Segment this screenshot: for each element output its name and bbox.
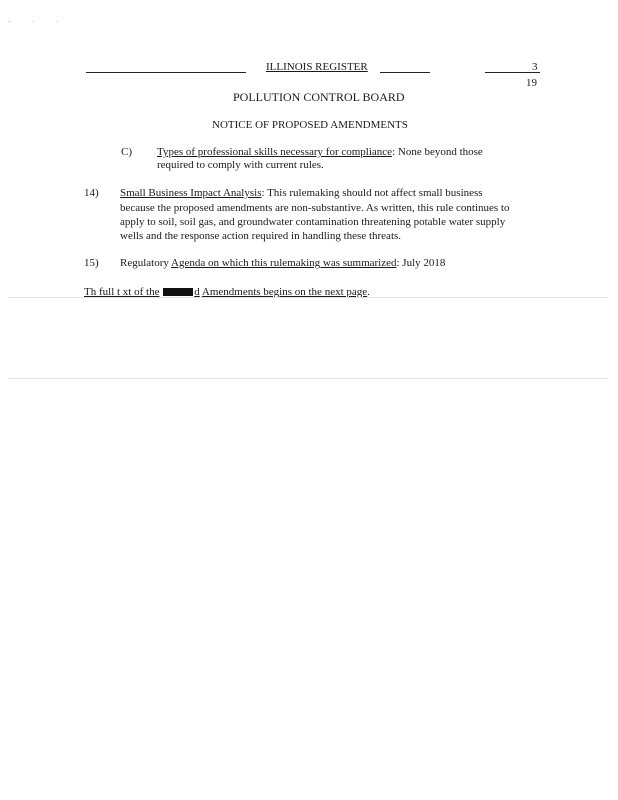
scan-specks: · · · (8, 18, 69, 26)
item-15-text: Regulatory (120, 257, 169, 269)
item-15-heading: Agenda on which this rulemaking was summarized (171, 257, 397, 269)
item-15-label: 15) (84, 257, 99, 269)
footer-part2: d (194, 286, 200, 298)
item-c-heading: Types of professional skills necessary for compliance (157, 146, 393, 158)
redaction-mark (163, 288, 193, 296)
register-title: ILLINOIS REGISTER (266, 61, 368, 73)
item-14-text1: : This rulemaking should not affect small business (261, 187, 483, 199)
item-14-label: 14) (84, 187, 99, 199)
item-c-line1 (157, 146, 483, 159)
footer-part1: Th full t xt of the (84, 286, 160, 298)
item-c-text1: : None beyond those (392, 146, 483, 158)
header-rule-left (86, 72, 246, 73)
item-14-line4: wells and the response action required in handling these threats. (120, 230, 402, 242)
footer-part4: . (367, 286, 370, 298)
item-c-line2: required to comply with current rules. (157, 159, 324, 171)
item-14-line2: because the proposed amendments are non-substantive. As written, this rule continues to (120, 202, 510, 214)
item-14-heading: Small Business Impact Analysis (120, 187, 262, 199)
item-15-value: : July 2018 (396, 257, 446, 269)
issue-number: 19 (526, 77, 537, 89)
item-c-label: C) (121, 146, 132, 158)
item-14-line3: apply to soil, soil gas, and groundwater contamination threatening potable water supply (120, 216, 506, 228)
scan-line-top (8, 297, 608, 298)
footer-part3: Amendments begins on the next page (201, 286, 368, 298)
item-15-line (120, 257, 445, 270)
item-14-line1 (120, 187, 483, 200)
agency-title: POLLUTION CONTROL BOARD (233, 90, 405, 104)
notice-title: NOTICE OF PROPOSED AMENDMENTS (212, 119, 408, 131)
scan-line-mid (8, 378, 608, 379)
page-number: 3 (532, 61, 538, 73)
header-rule-mid (380, 72, 430, 73)
